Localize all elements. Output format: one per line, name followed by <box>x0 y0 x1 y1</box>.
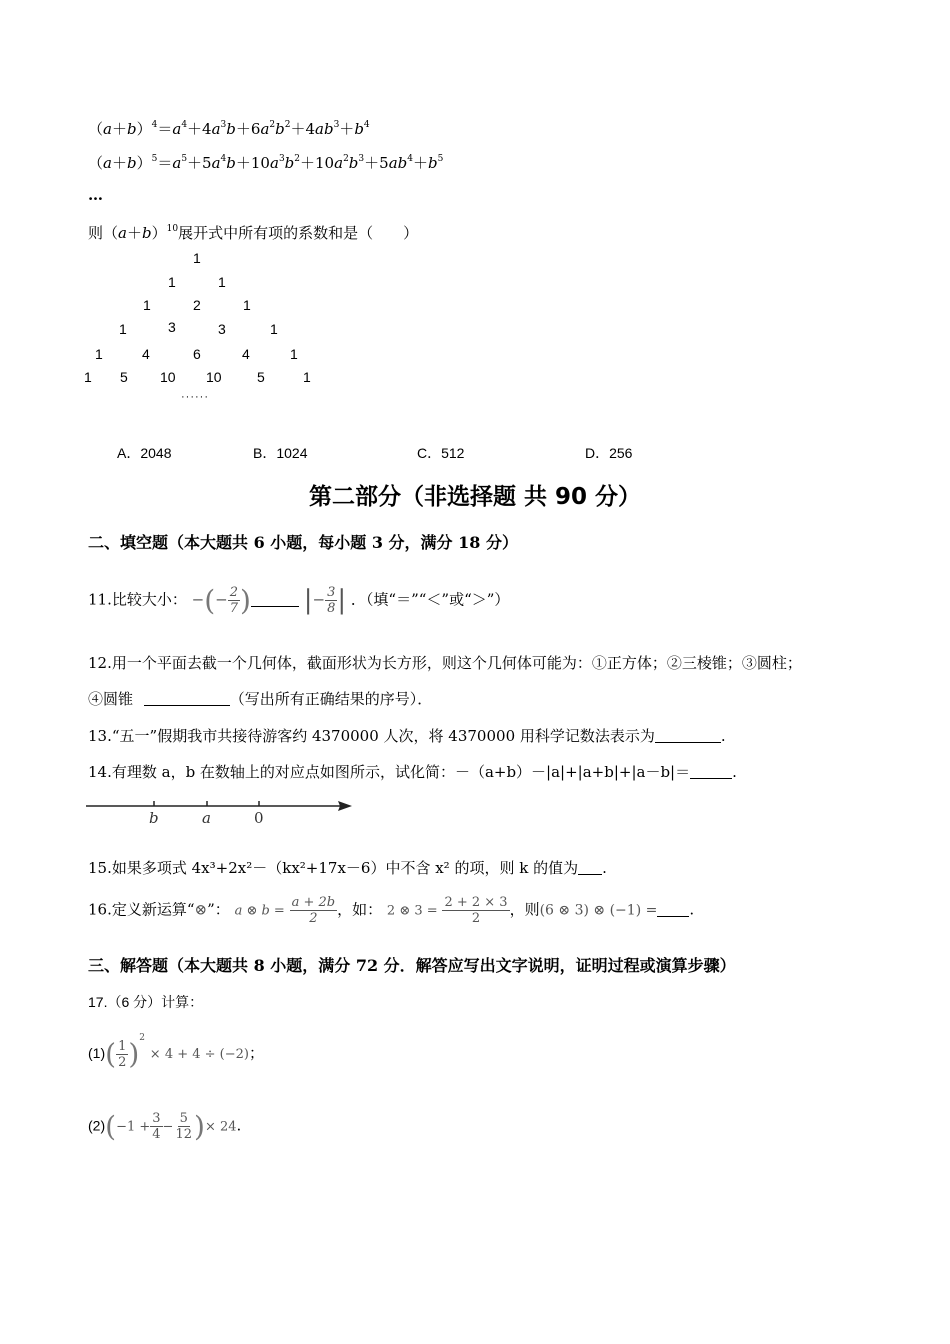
expansion-line-4: $(a+b)^4=a^4+4a^3b+6a^2b^2+4ab^3+b^4$ <box>88 120 370 138</box>
triangle-number: 1 <box>303 369 311 385</box>
choice-c[interactable]: C．512 <box>417 445 465 461</box>
q12-tail: （写出所有正确结果的序号）． <box>229 690 433 708</box>
q16-end: . <box>689 900 695 919</box>
q17-part1-label: (1) <box>88 1045 106 1061</box>
q11-frac2-num: 3 <box>327 585 336 600</box>
q15-text: 15.如果多项式 4x³+2x²－（kx²+17x－6）中不含 x² 的项，则 k 的值为 <box>88 859 579 877</box>
q11-frac2-den: 8 <box>327 601 336 616</box>
number-line-label-0: 0 <box>254 809 264 827</box>
q16-def-lhs: a ⊗ b = <box>234 903 285 919</box>
q17-part1-end: ； <box>249 1044 265 1062</box>
q16-expr: (6 ⊗ 3) ⊗ (−1) = <box>539 902 658 919</box>
q11-answer-blank[interactable] <box>251 592 299 607</box>
q16-ex-num: 2 + 2 × 3 <box>444 895 508 910</box>
triangle-number: 3 <box>218 321 226 337</box>
q12-option4: ④圆锥 <box>88 690 134 708</box>
triangle-number: 1 <box>270 321 278 337</box>
triangle-number: 1 <box>84 369 92 385</box>
q16-ex-den: 2 <box>471 911 481 926</box>
q16-ex-frac <box>442 895 509 926</box>
q17-part2-rest: × 24 <box>204 1119 237 1135</box>
q17-title: 17.（6 分）计算： <box>88 994 204 1010</box>
q13-end: . <box>720 727 726 745</box>
q17-part2-label: (2) <box>88 1117 106 1134</box>
q16-label: 16.定义新运算“ <box>88 900 195 919</box>
choice-d[interactable]: D．256 <box>585 445 633 461</box>
triangle-number: 5 <box>257 369 265 385</box>
q16-mid: ，如： <box>337 900 383 919</box>
triangle-number: 1 <box>243 297 251 313</box>
triangle-number: 1 <box>168 274 176 290</box>
q11-tail: ．（填“＝”“＜”或“＞”） <box>350 590 510 609</box>
q17-part1-num: 1 <box>118 1038 127 1054</box>
section2-title: 二、填空题（本大题共 6 小题，每小题 3 分，满分 18 分） <box>88 533 518 552</box>
triangle-number: 10 <box>160 369 176 385</box>
q17-part2-frac1 <box>150 1111 162 1142</box>
triangle-number: 1 <box>290 346 298 362</box>
q17-part2-frac2 <box>173 1111 194 1142</box>
q17-part2-num2: 5 <box>179 1111 188 1126</box>
q14-end: . <box>732 763 737 781</box>
q16-then: ，则 <box>509 900 540 919</box>
q16-answer-blank[interactable] <box>657 902 689 917</box>
q16-def-num: a + 2b <box>291 895 336 910</box>
q16 <box>88 895 694 926</box>
triangle-number: 1 <box>95 346 103 362</box>
q12-line1: 12.用一个平面去截一个几何体，截面形状为长方形，则这个几何体可能为：①正方体；②三棱锥；③圆柱； <box>88 654 802 672</box>
q17-part2-a: −1 + <box>116 1119 151 1135</box>
q15-answer-blank[interactable] <box>578 860 602 875</box>
q17-part2-den1: 4 <box>152 1127 161 1142</box>
q13-text: 13.“五一”假期我市共接待游客约 4370000 人次，将 4370000 用科学记数法表示为 <box>88 727 655 745</box>
q16-def-den: 2 <box>309 911 318 926</box>
q17-part1: (1)( $\frac{1}{2}$ )$^2$ × 4 + 4 ÷ (−2)； <box>88 1033 265 1071</box>
q17-part1-rest: × 4 + 4 ÷ (−2) <box>149 1047 249 1062</box>
q13-answer-blank[interactable] <box>655 728 721 743</box>
q16-label-end: ”： <box>207 900 230 919</box>
q16-ex-lhs: 2 ⊗ 3 = <box>386 903 438 919</box>
q17-part2-minus: − <box>162 1119 174 1135</box>
number-line-label-a: a <box>202 809 211 827</box>
q15 <box>88 857 607 878</box>
triangle-number: 4 <box>142 346 150 362</box>
question-text: 则$(a+b)^{10}$展开式中所有项的系数和是（ ） <box>88 224 419 242</box>
choice-a[interactable]: A．2048 <box>117 445 172 461</box>
otimes-symbol: ⊗ <box>194 900 208 919</box>
q12-line2 <box>88 688 432 709</box>
number-line-label-b: b <box>149 809 159 827</box>
part2-title: 第二部分（非选择题 共 90 分） <box>308 484 642 510</box>
q11-frac1 <box>228 585 240 616</box>
triangle-number: 1 <box>193 250 201 266</box>
q11-frac1-den: 7 <box>229 601 239 616</box>
q15-end: . <box>602 859 607 877</box>
triangle-number: 5 <box>120 369 128 385</box>
triangle-number: 6 <box>193 346 201 362</box>
ellipsis: … <box>88 186 103 204</box>
q17-part1-exp: 2 <box>139 1033 146 1043</box>
q12-answer-blank[interactable] <box>144 691 230 706</box>
q11-label: 11.比较大小： <box>88 590 187 609</box>
q17-part2: (2)(−1 + $\frac{3}{4}$ − $\frac{5}{12}$ )× 24. <box>88 1110 242 1143</box>
triangle-number: 3 <box>168 319 176 335</box>
triangle-number: 4 <box>242 346 250 362</box>
q14-answer-blank[interactable] <box>690 764 732 779</box>
q17-part2-num1: 3 <box>152 1111 161 1126</box>
choice-b[interactable]: B．1024 <box>253 445 308 461</box>
q17-part2-den2: 12 <box>175 1127 192 1142</box>
q16-def-frac <box>290 895 338 926</box>
triangle-number: 2 <box>193 297 201 313</box>
section3-title: 三、解答题（本大题共 8 小题，满分 72 分．解答应写出文字说明，证明过程或演算步骤） <box>88 956 736 975</box>
q14-text: 14.有理数 a，b 在数轴上的对应点如图所示，试化简：－（a+b）－|a|+|a+b|+|a－b|＝ <box>88 763 691 781</box>
triangle-dots: ······ <box>181 391 209 403</box>
q17-part2-end: . <box>236 1116 242 1135</box>
triangle-number: 1 <box>218 274 226 290</box>
number-line <box>86 796 356 830</box>
q11-frac1-num: 2 <box>229 585 239 600</box>
q13 <box>88 725 726 746</box>
q17-part1-frac <box>116 1039 128 1070</box>
triangle-number: 10 <box>206 369 222 385</box>
q11-frac2 <box>325 585 337 616</box>
triangle-number: 1 <box>143 297 151 313</box>
q14 <box>88 761 737 782</box>
expansion-line-5: $(a+b)^5=a^5+5a^4b+10a^3b^2+10a^2b^3+5ab^4+b^5$ <box>88 154 444 172</box>
q17-part1-den: 2 <box>118 1054 127 1070</box>
triangle-number: 1 <box>119 321 127 337</box>
number-line-axis <box>86 796 356 830</box>
q11: 11.比较大小： −(− $\frac{2}{7}$ ) |− $\frac{3}{8}$ | ．（填“＝”“＜”或“＞”） <box>88 584 510 617</box>
